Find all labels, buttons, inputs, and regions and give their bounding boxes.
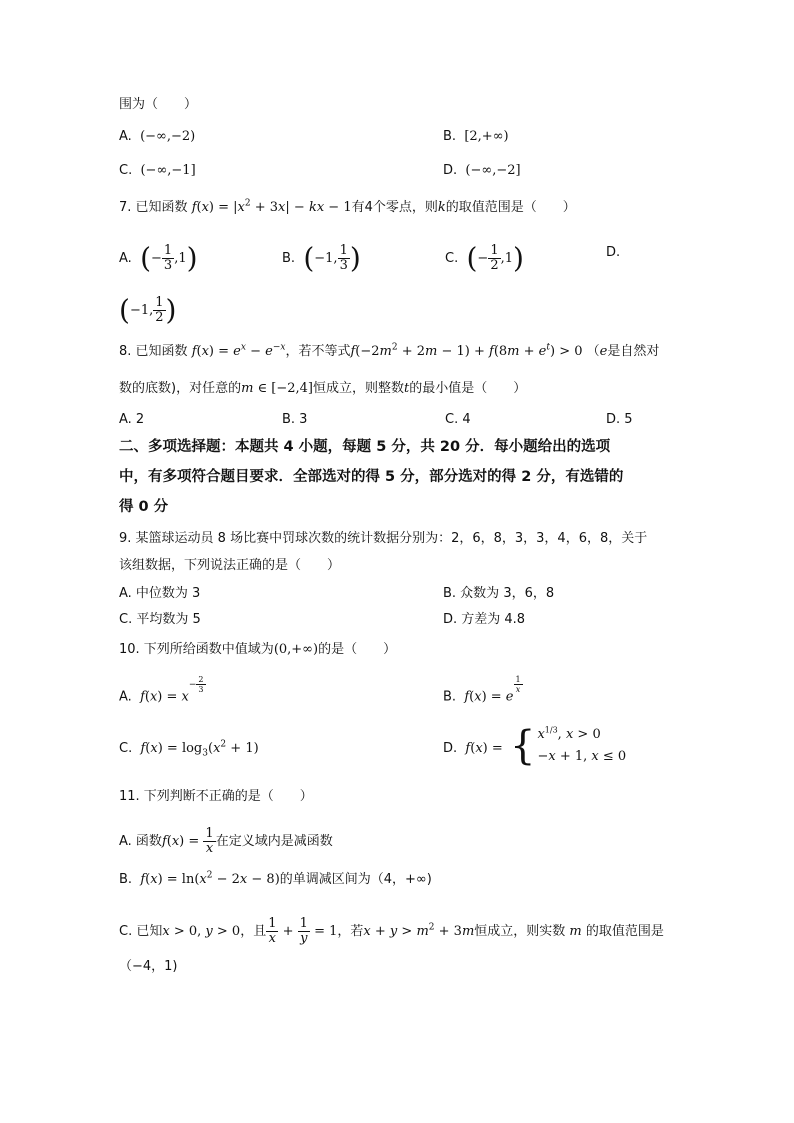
q9-option-b: B. 众数为 3，6，8 [443,586,555,601]
q10-option-d: D. f(x) = [443,741,503,756]
q8-option-b: B. 3 [282,412,308,427]
q9-option-a: A. 中位数为 3 [119,586,201,601]
q9-option-c: C. 平均数为 5 [119,612,201,627]
q9-option-d: D. 方差为 4.8 [443,612,526,627]
q11-option-c-line2: （−4，1) [119,959,178,974]
q11-option-c: C. 已知x > 0, y > 0，且 $\frac{1}{x}$ + $\frac{1}{y}$ = 1，若$x + y > m^2 + 3m$恒成立，则实数 m 的取值范围是 [119,916,664,946]
q10-option-a: A. $f(x) = x^{- \frac{2}{3}}$ [119,675,204,705]
q10-option-b: B. f(x) = e $^{\frac{1}{x}}$ [443,675,521,705]
q8-option-d: D. 5 [606,412,633,427]
q8-stem: 8. 已知函数 $f(x) = e^x - e^{-x}$，若不等式$f(-2m^2 + 2m - 1) + f(8m + e^t) > 0$ （e是自然对 [119,342,660,359]
section-heading-line2: 中，有多项符合题目要求．全部选对的得 5 分，部分选对的得 2 分，有选错的 [119,469,624,485]
q9-stem-line2: 该组数据，下列说法正确的是（ ） [119,558,341,573]
q7-option-d-label: D. [606,245,621,260]
q8-stem-line2: 数的底数)，对任意的m ∈ [−2,4]恒成立，则整数t的最小值是（ ） [119,381,527,396]
q11-option-b: B. $f(x) = \ln(x^2 - 2x - 8)$的单调减区间为（4，+∞) [119,870,432,887]
section-heading-line1: 二、多项选择题：本题共 4 小题，每题 5 分，共 20 分．每小题给出的选项 [119,439,611,455]
q7-option-a: A. (− $\frac{1}{3}$ ,1) [119,241,198,275]
q7-stem: 7. 已知函数 $f(x) = |x^2 + 3x|$ − kx − 1有4个零点，则k的取值范围是（ ） [119,198,576,215]
q6-option-a: A. (−∞,−2) [119,129,196,144]
q6-option-c: C. (−∞,−1] [119,163,196,178]
q10-option-c: C. $f(x) = \log_3(x^2 + 1)$ [119,739,259,759]
q9-stem-line1: 9. 某篮球运动员 8 场比赛中罚球次数的统计数据分别为：2，6，8，3，3，4，6，8，关于 [119,531,648,546]
q6-option-b: B. [2,+∞) [443,129,509,144]
q11-option-a: A. 函数f(x) = $\frac{1}{x}$ 在定义域内是减函数 [119,826,333,856]
q10-option-d-cases: { $x^{1/3}$, x > 0 −x + 1, x ≤ 0 [510,723,627,769]
q6-option-d: D. (−∞,−2] [443,163,521,178]
q11-stem: 11. 下列判断不正确的是（ ） [119,789,313,804]
q7-option-c: C. (− $\frac{1}{2}$ ,1) [445,241,524,275]
q8-option-a: A. 2 [119,412,145,427]
q7-option-d: (−1, $\frac{1}{2}$ ) [119,293,177,327]
q7-option-b: B. (−1, $\frac{1}{3}$ ) [282,241,361,275]
q8-option-c: C. 4 [445,412,471,427]
q10-stem: 10. 下列所给函数中值域为(0,+∞)的是（ ） [119,642,397,657]
q6-stem-tail: 围为（ ） [119,97,198,112]
section-heading-line3: 得 0 分 [119,499,169,515]
